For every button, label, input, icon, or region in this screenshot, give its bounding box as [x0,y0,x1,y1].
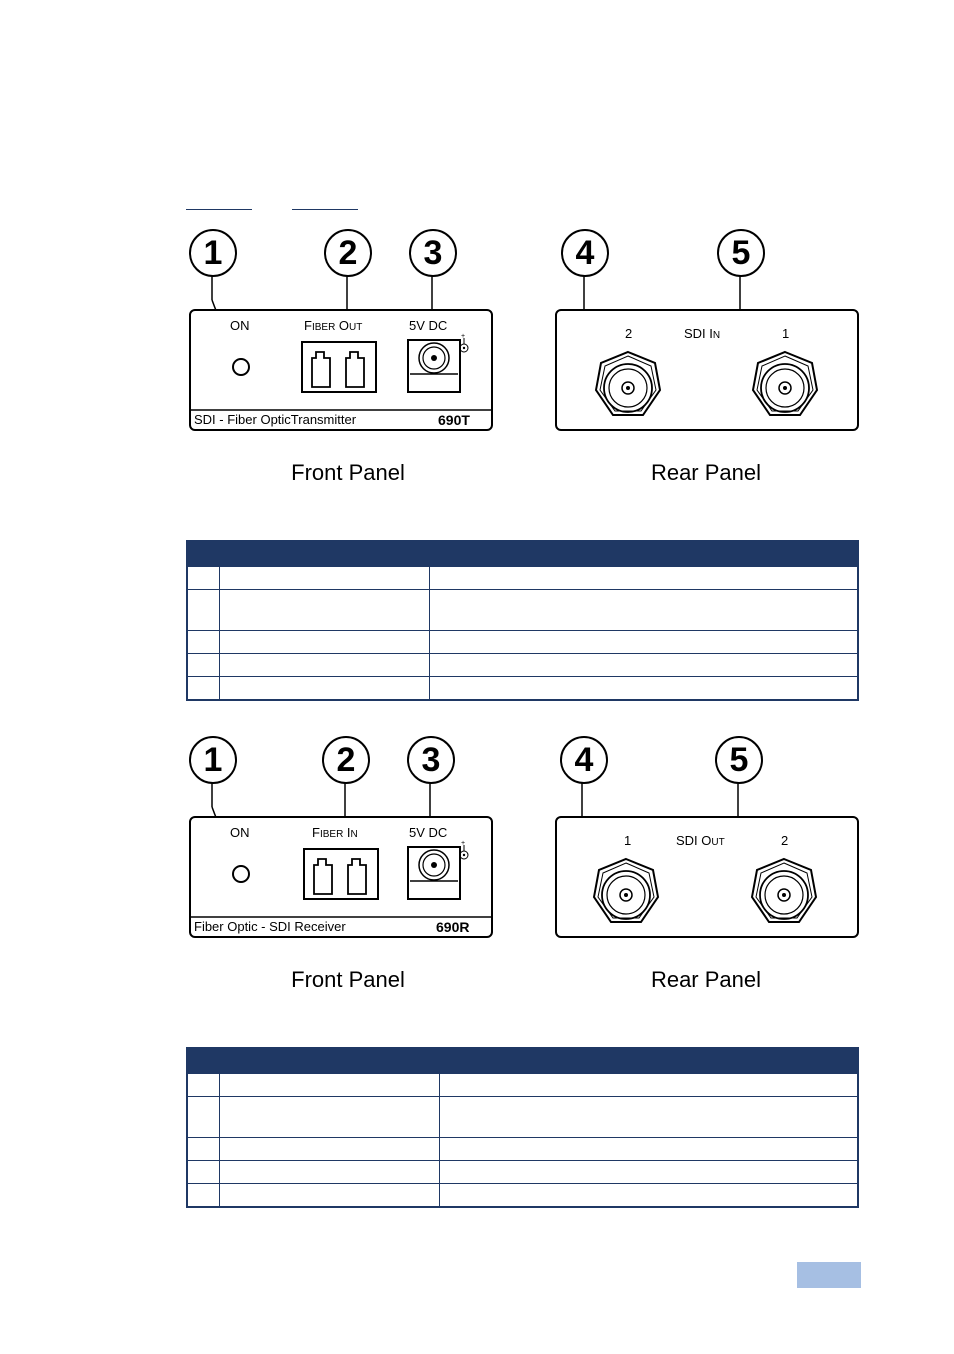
table-header-row [187,1048,858,1074]
table-row [187,1138,858,1161]
on-label: ON [230,825,250,840]
receiver-front-panel [180,777,500,947]
table-row [187,1161,858,1184]
bnc-connector-left [594,859,658,922]
table-row [187,631,858,654]
callout-2: 2 [322,736,370,784]
callout-4: 4 [560,736,608,784]
callout-2: 2 [324,229,372,277]
callout-5: 5 [717,229,765,277]
receiver-rear-panel [548,777,868,947]
connector-number-right: 1 [782,326,790,341]
receiver-feature-table [186,1047,859,1208]
bnc-connector-right [752,859,816,922]
table-row [187,654,858,677]
fiber-out-label: FIBER OUT [304,318,363,333]
bnc-connector-right [753,352,817,415]
transmitter-rear-panel [548,270,868,440]
sdi-label: SDI OUT [676,833,725,848]
front-panel-caption: Front Panel [291,967,405,992]
callout-3: 3 [409,229,457,277]
bnc-connector-left [596,352,660,415]
callout-1: 1 [189,229,237,277]
power-label: 5V DC [409,318,448,333]
device-name: SDI - Fiber OpticTransmitter [194,412,357,427]
power-label: 5V DC [409,825,448,840]
connector-number-right: 2 [781,833,789,848]
svg-text:+: + [461,840,466,847]
callout-3: 3 [407,736,455,784]
callout-5: 5 [715,736,763,784]
callout-1: 1 [189,736,237,784]
model-number: 690R [436,919,470,935]
table-row [187,1097,858,1138]
fiber-in-label: FIBER IN [312,825,358,840]
transmitter-front-panel [180,270,500,440]
on-label: ON [230,318,250,333]
table-row [187,1184,858,1208]
table-header-row [187,541,858,567]
connector-number-left: 2 [625,326,633,341]
device-name: Fiber Optic - SDI Receiver [194,919,346,934]
page-number-tab [797,1262,861,1288]
header-link-1[interactable] [186,209,252,210]
front-panel-caption: Front Panel [291,460,405,485]
svg-text:+: + [461,333,466,340]
rear-panel-caption: Rear Panel [650,460,762,485]
model-number: 690T [438,412,470,428]
table-row [187,1074,858,1097]
header-link-2[interactable] [292,209,358,210]
table-row [187,567,858,590]
connector-number-left: 1 [624,833,632,848]
rear-panel-caption: Rear Panel [650,967,762,992]
callout-4: 4 [561,229,609,277]
transmitter-feature-table [186,540,859,701]
table-row [187,590,858,631]
sdi-label: SDI IN [684,326,721,341]
table-row [187,677,858,701]
